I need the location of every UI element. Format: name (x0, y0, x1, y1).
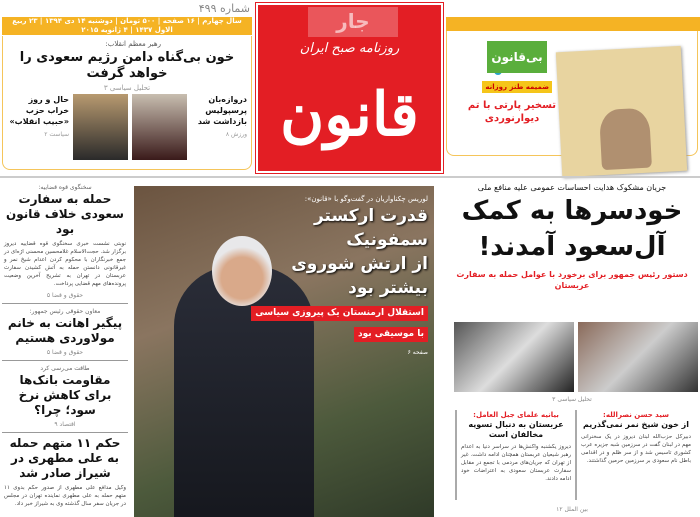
goalkeeper-photo (132, 94, 187, 160)
story[interactable] (2, 433, 128, 514)
box-kicker: سید حسن نصرالله: (603, 411, 669, 419)
box-body: دبیرکل حزب‌الله لبنان دیروز در یک سخنرانی مهم در لبنان گفت در سرزمین شبه جزیره عرب کشوری تاسیس شد و از سر ظلم و در اقدامی باطل نام سعودی بر سرزمین حرمین گذاشتند. (581, 434, 691, 464)
story-kicker: معاون حقوقی رئیس جمهور: (29, 308, 101, 315)
story-headline: مقاومت بانک‌ها برای کاهش نرخ سود؛ چرا؟ (18, 373, 112, 417)
news-box[interactable] (575, 410, 695, 500)
story[interactable] (2, 180, 128, 304)
divider (0, 176, 700, 178)
story-goalkeeper[interactable]: دروازه‌بان پرسپولیس بازداشت شد ورزش ۸ (197, 95, 247, 138)
issue-number: شماره ۴۹۹ (198, 2, 250, 15)
protest-photo-2 (578, 322, 698, 392)
story-headline: حمله به سفارت سعودی خلاف قانون بود (6, 192, 124, 236)
supplement-headline: تسخیر پارتی با تم دیوارنوردی (467, 100, 557, 124)
story-ref: حقوق و قضا ۵ (46, 292, 84, 299)
box-headline: عربستان به دنبال تسویه مخالفان است (468, 420, 564, 439)
feature-label-2: با موسیقی بود (354, 327, 428, 342)
main-story[interactable] (446, 182, 698, 291)
date-bar: سال چهارم | ۱۶ صفحه | ۵۰۰ تومان | دوشنبه ۱۴ دی ۱۳۹۴ | ۲۳ ربیع الاول ۱۴۳۷ | ۴ ژانویه ۲۰۱۵ (2, 17, 252, 35)
box-body: دیروز یکشنبه واکنش‌ها در سراسر دنیا به اعدام رهبر شیعیان عربستان همچنان ادامه داشت. غیر از تهران که جریان‌های مردمی با تجمع در مقابل سفارت عربستان سعودی به اعتراضات خود ادامه دادند. (461, 444, 571, 482)
story-ref: اقتصاد ۹ (54, 421, 76, 428)
news-box[interactable] (455, 410, 575, 500)
headline[interactable]: خون بی‌گناه دامن رژیم سعودی را خواهد گرفت (19, 50, 235, 81)
supplement-logo: بی‌قانون (487, 41, 547, 73)
feature-label-1: استقلال ارمنستان یک پیروزی سیاسی (251, 306, 428, 321)
story-body: نوبتی نشست خبری سخنگوی قوه قضاییه دیروز برگزار شد. حجت‌الاسلام غلامحسین محسنی اژه‌ای در جمع خبرنگاران با محکوم کردن اعدام شیخ نمر و غیرقانونی دانستن حمله به آتش کشیدن سفارت عربستان در تهران به تشریح آخرین وضعیت پرونده‌های مهم قضایی پرداخت. (4, 241, 126, 287)
feature-photo[interactable] (134, 186, 434, 517)
feature-headline-1: قدرت ارکستر سمفونیک (313, 206, 428, 250)
story-party[interactable]: حال و روز خراب حزب «حبیب انقلاب» سیاست ۲ (9, 95, 69, 138)
masthead-logo (256, 3, 443, 173)
kicker: رهبر معظم انقلاب: (105, 40, 161, 48)
story[interactable] (2, 304, 128, 361)
story-kicker: طاقت می‌رسی کرد (40, 365, 90, 372)
main-ref: تحلیل سیاسی ۳ (552, 396, 592, 403)
cartoon-image (556, 46, 687, 177)
politician-photo (73, 94, 128, 160)
left-column (2, 180, 128, 517)
supplement-label: ضمیمه طنز روزانه (482, 81, 552, 93)
main-headline-2: آل‌سعود آمدند! (478, 232, 666, 262)
right-top-bar (446, 17, 700, 31)
story-headline: حکم ۱۱ متهم حمله به علی مطهری در شیراز صادر شد (9, 436, 121, 480)
story-body: وکیل مدافع علی مطهری از صدور حکم بدوی ۱۱ متهم حمله به علی مطهری نماینده تهران در مجلس در جریان سفر سال گذشته وی به شیراز خبر داد. (4, 485, 126, 507)
feature-headline-2: از ارتش شوروی (291, 254, 428, 274)
top-left-box (2, 36, 252, 170)
boxes-ref: بین الملل ۱۲ (556, 506, 588, 513)
watermark: جار (308, 7, 398, 37)
tagline: روزنامه صبح ایران (299, 41, 400, 56)
feature-ref: صفحه ۶ (407, 349, 428, 356)
main-headline-1: خودسرها به کمک (461, 196, 683, 226)
story-headline: پیگیر اهانت به خانم مولاوردی هستیم (7, 316, 123, 345)
main-subheadline: دستور رئیس جمهور برای برخورد با عوامل حمله به سفارت عربستان (456, 270, 688, 290)
feature-kicker: لوریس چکناواریان در گفت‌وگو با «قانون»: (304, 195, 428, 203)
story-ref: حقوق و قضا ۵ (46, 349, 84, 356)
main-kicker: جریان مشکوک هدایت احساسات عمومی علیه منافع ملی (477, 183, 667, 192)
logo-text: قانون (280, 80, 419, 150)
protest-photo-1 (454, 322, 574, 392)
story-kicker: سخنگوی قوه قضاییه: (38, 184, 92, 191)
ref: تحلیل سیاسی ۳ (103, 84, 151, 92)
box-headline: از خون شیخ نمر نمی‌گذریم (583, 420, 689, 429)
supplement-box[interactable] (446, 31, 698, 156)
story[interactable] (2, 361, 128, 433)
feature-headline-3: بیشتر بود (348, 278, 428, 298)
box-kicker: بیانیه علمای جبل العامل: (473, 411, 559, 419)
